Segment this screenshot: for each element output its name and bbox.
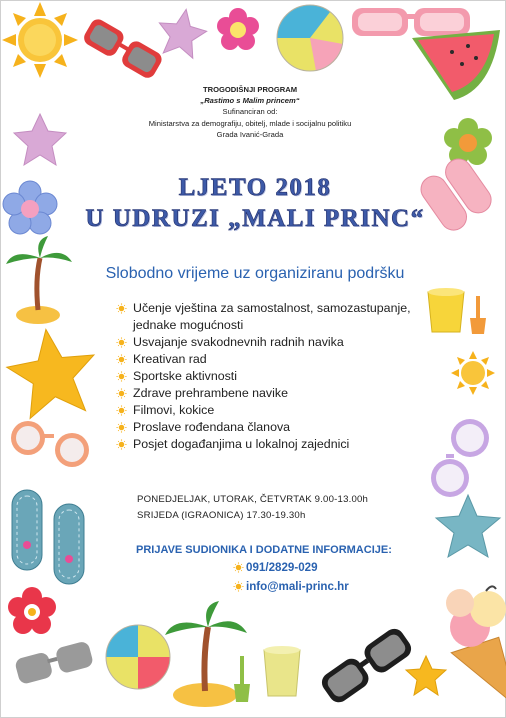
sun-bullet-icon	[116, 422, 127, 433]
schedule-weekdays: PONEDJELJAK, UTORAK, ČETVRTAK 9.00-13.00h	[137, 494, 369, 505]
flower-icon	[3, 181, 57, 234]
palm-tree-icon	[165, 601, 247, 707]
flower-icon	[8, 587, 56, 634]
sunglasses-icon	[14, 640, 94, 685]
activity-text: Proslave rođendana članova	[133, 420, 291, 434]
sun-bullet-icon	[116, 405, 127, 416]
contact-heading: PRIJAVE SUDIONIKA I DODATNE INFORMACIJE:	[136, 544, 392, 556]
email-address[interactable]: info@mali-princ.hr	[246, 580, 349, 593]
phone-number: 091/2829-029	[246, 561, 318, 574]
activity-text: Kreativan rad	[133, 352, 207, 366]
bucket-icon	[428, 288, 486, 334]
flower-icon	[217, 8, 259, 50]
activity-text: Posjet događanjima u lokalnoj zajednici	[133, 437, 350, 451]
beach-ball-icon	[106, 625, 170, 689]
activity-text: Sportske aktivnosti	[133, 369, 237, 383]
bucket-icon	[234, 646, 300, 702]
funding-label: Sufinanciran od:	[222, 107, 278, 117]
page-title-line2: U UDRUZI „MALI PRINC“	[85, 205, 425, 232]
starfish-icon	[436, 495, 500, 557]
sun-bullet-icon	[233, 562, 244, 573]
starfish-icon	[406, 656, 446, 695]
activity-text: Zdrave prehrambene navike	[133, 386, 288, 400]
starfish-icon	[2, 323, 101, 420]
list-item	[115, 436, 435, 453]
sunglasses-icon	[352, 8, 470, 36]
ice-cream-icon	[446, 586, 506, 718]
sun-bullet-icon	[116, 303, 127, 314]
beach-ball-icon	[277, 5, 343, 71]
list-item	[115, 419, 435, 436]
page-subtitle: Slobodno vrijeme uz organiziranu podršku	[105, 265, 405, 282]
list-item	[115, 402, 435, 419]
activity-text: Filmovi, kokice	[133, 403, 215, 417]
watermelon-icon	[412, 30, 500, 100]
sunglasses-icon	[11, 421, 89, 467]
sunglasses-icon	[81, 16, 164, 80]
list-item	[115, 300, 435, 317]
sun-bullet-icon	[116, 439, 127, 450]
sun-icon	[451, 351, 495, 395]
activity-text: Usvajanje svakodnevnih radnih navika	[133, 335, 344, 349]
sun-bullet-icon	[116, 388, 127, 399]
funding-city: Grada Ivanić-Grada	[216, 129, 284, 139]
flip-flops-icon	[12, 490, 84, 584]
sunglasses-icon	[431, 419, 489, 497]
program-name: TROGODIŠNJI PROGRAM	[202, 85, 298, 94]
starfish-icon	[14, 114, 66, 165]
activity-text: Učenje vještina za samostalnost, samozastupanje,	[133, 301, 411, 315]
list-item	[115, 334, 435, 351]
flower-icon	[444, 118, 492, 165]
starfish-icon	[154, 5, 209, 60]
sunglasses-icon	[318, 625, 415, 706]
list-item	[115, 368, 435, 385]
activities-list	[115, 300, 435, 453]
contact-email	[233, 580, 349, 593]
page-title-line1: LJETO 2018	[178, 174, 332, 201]
sun-bullet-icon	[116, 337, 127, 348]
schedule-wednesday: SRIJEDA (IGRAONICA) 17.30-19.30h	[137, 510, 306, 521]
sun-icon	[2, 2, 78, 78]
program-subtitle: „Rastimo s Malim princem“	[200, 96, 300, 106]
program-info	[100, 84, 400, 140]
sun-bullet-icon	[233, 581, 244, 592]
list-item	[115, 317, 435, 334]
contact-phone	[233, 561, 318, 574]
funding-ministry: Ministarstva za demografiju, obitelj, mlade i socijalnu politiku	[148, 118, 352, 128]
sun-bullet-icon	[116, 354, 127, 365]
list-item	[115, 351, 435, 368]
activity-text: jednake mogućnosti	[133, 318, 244, 332]
list-item	[115, 385, 435, 402]
sun-bullet-icon	[116, 371, 127, 382]
